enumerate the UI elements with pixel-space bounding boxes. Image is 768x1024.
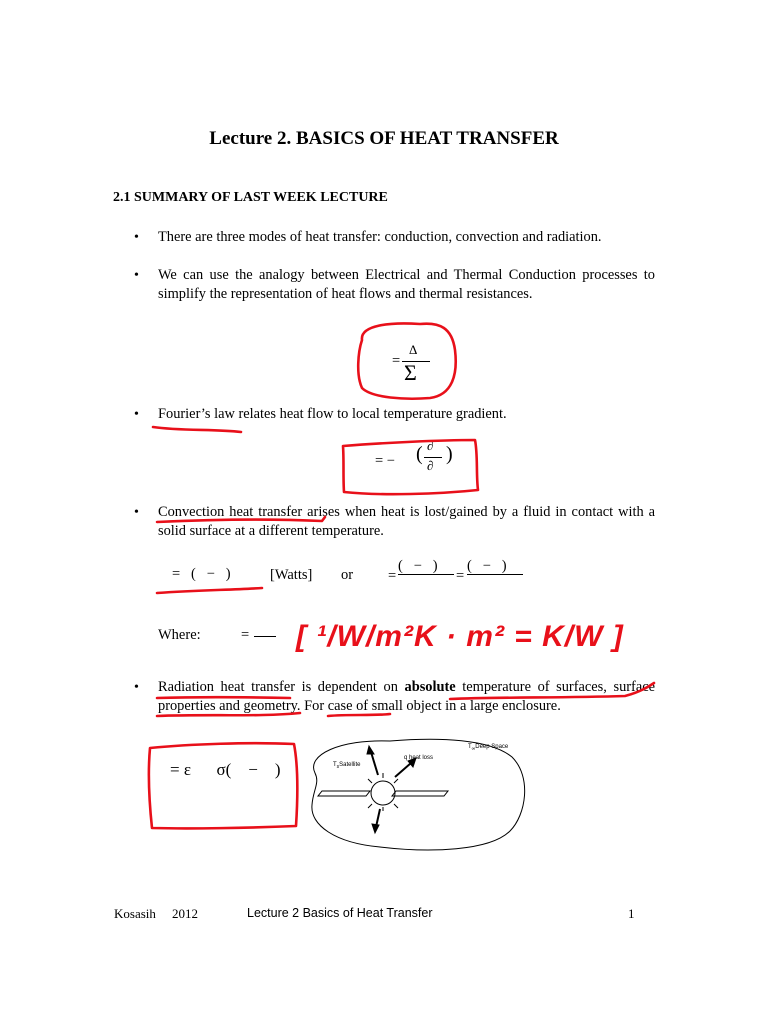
eq1-sigma: Σ bbox=[404, 360, 417, 385]
underline-fourier bbox=[153, 427, 241, 432]
bullet-text-modes: There are three modes of heat transfer: conduction, convection and radiation. bbox=[158, 229, 602, 245]
label-deep-space-temp: $T_\infty Deep$ Space bbox=[468, 744, 509, 753]
eq2-paren-right: ) bbox=[446, 443, 453, 465]
eq2-partial-top: ∂ bbox=[427, 438, 434, 453]
footer-lecture-title: Lecture 2 Basics of Heat Transfer bbox=[247, 906, 433, 920]
bullet-marker: • bbox=[134, 505, 139, 520]
eq3-right-equals: = bbox=[388, 568, 397, 584]
bullet-text-convection: Convection heat transfer arises when heat is lost/gained by a fluid in contact with a solid surface at a different temperature. bbox=[158, 504, 655, 539]
bullet-marker: • bbox=[134, 268, 139, 283]
eq3-or: or bbox=[341, 567, 354, 583]
eq1-equals: = bbox=[392, 353, 401, 369]
footer-author: Kosasih bbox=[114, 906, 156, 921]
eq2-equals-minus: = − bbox=[375, 453, 395, 469]
eq3-fraction-bar-1 bbox=[398, 574, 454, 575]
bullet-marker: • bbox=[134, 407, 139, 422]
page-title: Lecture 2. BASICS OF HEAT TRANSFER bbox=[209, 128, 559, 149]
solar-panel-left bbox=[318, 791, 370, 796]
eq4-radiation: = ε σ( − ) bbox=[170, 760, 281, 779]
radiation-text-b: temperature of surfaces, surface properties and geometry. For case of small object in a large enclosure. bbox=[158, 679, 656, 714]
satellite-diagram bbox=[300, 735, 540, 855]
radiation-text-bold: absolute bbox=[404, 679, 456, 695]
label-satellite-temp: $T_sSatellite$ bbox=[333, 762, 361, 771]
handwritten-units-note: [ ¹/W/m²K · m² = K/W ] bbox=[296, 620, 624, 653]
where-equals: = bbox=[241, 627, 250, 643]
eq3-numerator-2: ( − ) bbox=[467, 558, 507, 574]
bullet-text-radiation bbox=[158, 678, 655, 716]
eq3-numerator-1: ( − ) bbox=[398, 558, 438, 574]
bullet-text-fourier: Fourier’s law relates heat flow to local temperature gradient. bbox=[158, 406, 507, 422]
eq2-partial-bottom: ∂ bbox=[427, 458, 434, 473]
satellite-body bbox=[371, 781, 395, 805]
eq3-mid-equals: = bbox=[456, 568, 465, 584]
footer-year: 2012 bbox=[172, 906, 198, 921]
where-label: Where: bbox=[158, 627, 201, 643]
eq3-watts: [Watts] bbox=[270, 567, 313, 583]
footer-page-number: 1 bbox=[628, 906, 635, 921]
box-eq2 bbox=[343, 440, 478, 494]
solar-panel-right bbox=[392, 791, 448, 796]
underline-eq3 bbox=[157, 588, 262, 593]
eq1-delta: Δ bbox=[409, 342, 418, 357]
box-eq4 bbox=[149, 743, 297, 828]
eq3-fraction-bar-2 bbox=[467, 574, 523, 575]
eq3-left: = ( − ) bbox=[172, 566, 231, 582]
bullet-marker: • bbox=[134, 680, 139, 695]
section-heading: 2.1 SUMMARY OF LAST WEEK LECTURE bbox=[113, 190, 388, 205]
bullet-marker: • bbox=[134, 230, 139, 245]
label-heat-loss: q heat loss bbox=[404, 755, 434, 761]
bullet-text-analogy: We can use the analogy between Electrical and Thermal Conduction processes to simplify the representation of heat flows and thermal resistances. bbox=[158, 267, 655, 302]
radiation-text-a: Radiation heat transfer is dependent on bbox=[158, 679, 405, 695]
where-fraction-bar bbox=[254, 636, 276, 637]
eq2-paren-left: ( bbox=[416, 443, 423, 465]
